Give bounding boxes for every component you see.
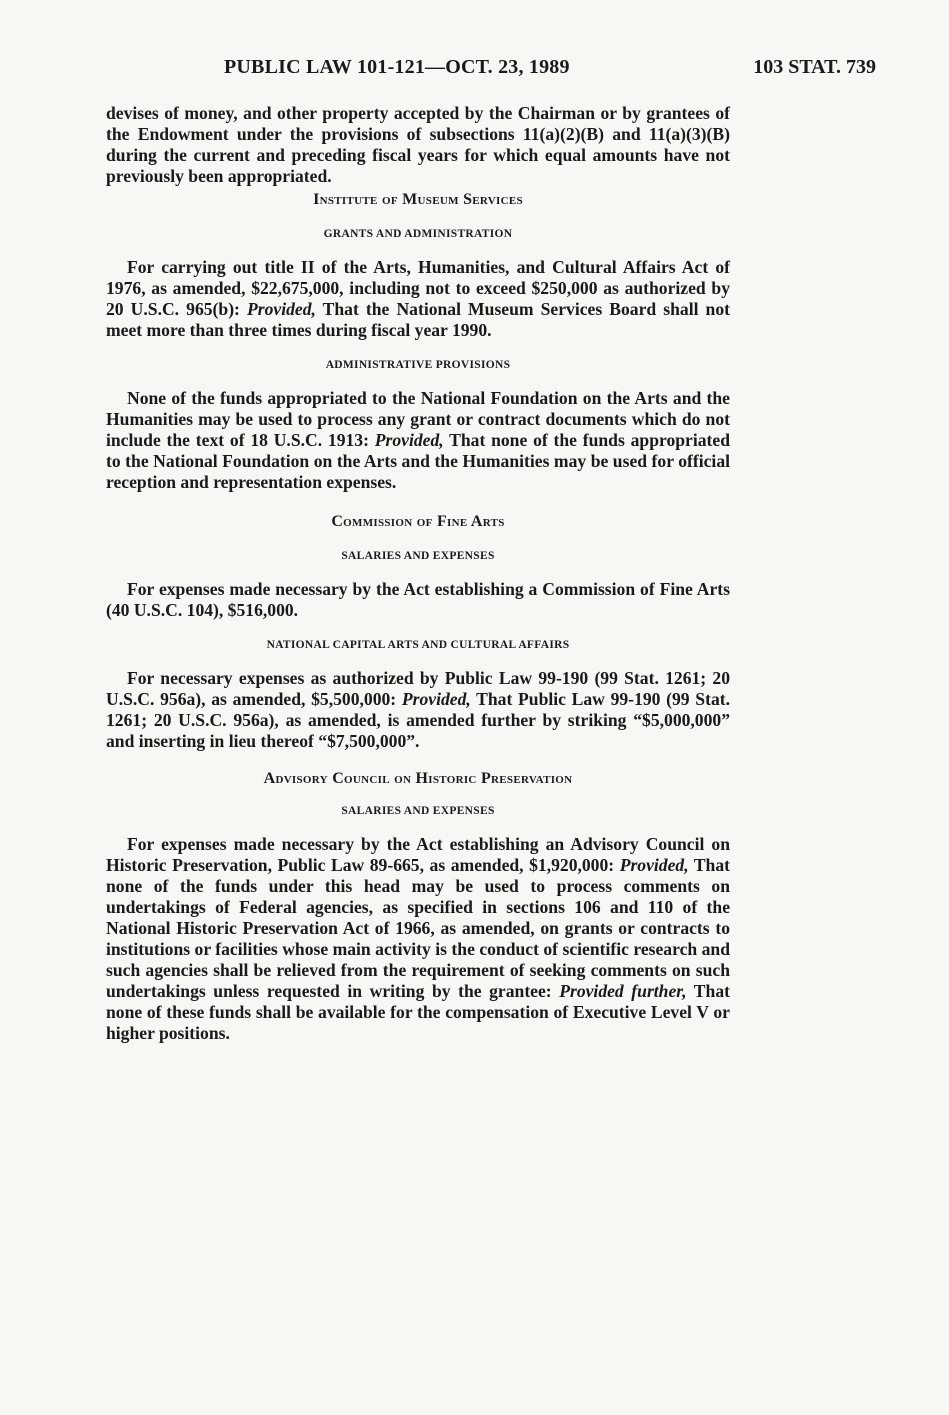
agency-heading: Commission of Fine Arts bbox=[331, 513, 505, 530]
header-title: PUBLIC LAW 101-121—OCT. 23, 1989 bbox=[224, 56, 570, 78]
section-heading: SALARIES AND EXPENSES bbox=[341, 550, 495, 562]
section-heading: SALARIES AND EXPENSES bbox=[341, 805, 495, 817]
agency-heading: Institute of Museum Services bbox=[313, 191, 523, 208]
paragraph: For expenses made necessary by the Act establishing an Advisory Council on Historic Preservation, Public Law 89-665, as amended, $1,920,000: Provided, That none of the funds under this head may be used to process comments on undertakings of Federal agencies, as specified in sections 106 and 110 of the National Historic Preservation Act of 1966, as amended, on grants or contracts to institutions or facilities whose main activity is the conduct of scientific research and such agencies shall be relieved from the requirement of seeking comments on such undertakings unless requested in writing by the grantee: Provided further, That none of these funds shall be available for the compensation of Executive Level V or higher positions. bbox=[106, 834, 731, 1043]
document-body bbox=[106, 103, 730, 1044]
paragraph: For carrying out title II of the Arts, Humanities, and Cultural Affairs Act of 1976, as amended, $22,675,000, including not to exceed $250,000 as authorized by 20 U.S.C. 965(b): Provided, That the National Museum Services Board shall not meet more than three times during fiscal year 1990. bbox=[106, 257, 730, 340]
paragraph-continued: devises of money, and other property accepted by the Chairman or by grantees of the Endowment under the provisions of subsections 11(a)(2)(B) and 11(a)(3)(B) during the current and preceding fiscal years for which equal amounts have not previously been appropriated. bbox=[106, 103, 730, 186]
paragraph: For necessary expenses as authorized by Public Law 99-190 (99 Stat. 1261; 20 U.S.C. 956a), as amended, $5,500,000: Provided, That Public Law 99-190 (99 Stat. 1261; 20 U.S.C. 956a), as amended, is amended further by striking “$5,000,000” and inserting in lieu thereof “$7,500,000”. bbox=[106, 668, 730, 751]
statute-page-number: 103 STAT. 739 bbox=[753, 56, 876, 78]
paragraph: None of the funds appropriated to the National Foundation on the Arts and the Humanities may be used to process any grant or contract documents which do not include the text of 18 U.S.C. 1913: Provided, That none of the funds appropriated to the National Foundation on the Arts and the Humanities may be used for official reception and representation expenses. bbox=[106, 388, 730, 492]
paragraph: For expenses made necessary by the Act establishing a Commission of Fine Arts (40 U.S.C. 104), $516,000. bbox=[106, 579, 730, 620]
section-heading: NATIONAL CAPITAL ARTS AND CULTURAL AFFAIRS bbox=[266, 639, 570, 651]
section-heading: GRANTS AND ADMINISTRATION bbox=[323, 228, 513, 240]
agency-heading: Advisory Council on Historic Preservation bbox=[263, 770, 573, 787]
section-heading: ADMINISTRATIVE PROVISIONS bbox=[325, 359, 511, 371]
